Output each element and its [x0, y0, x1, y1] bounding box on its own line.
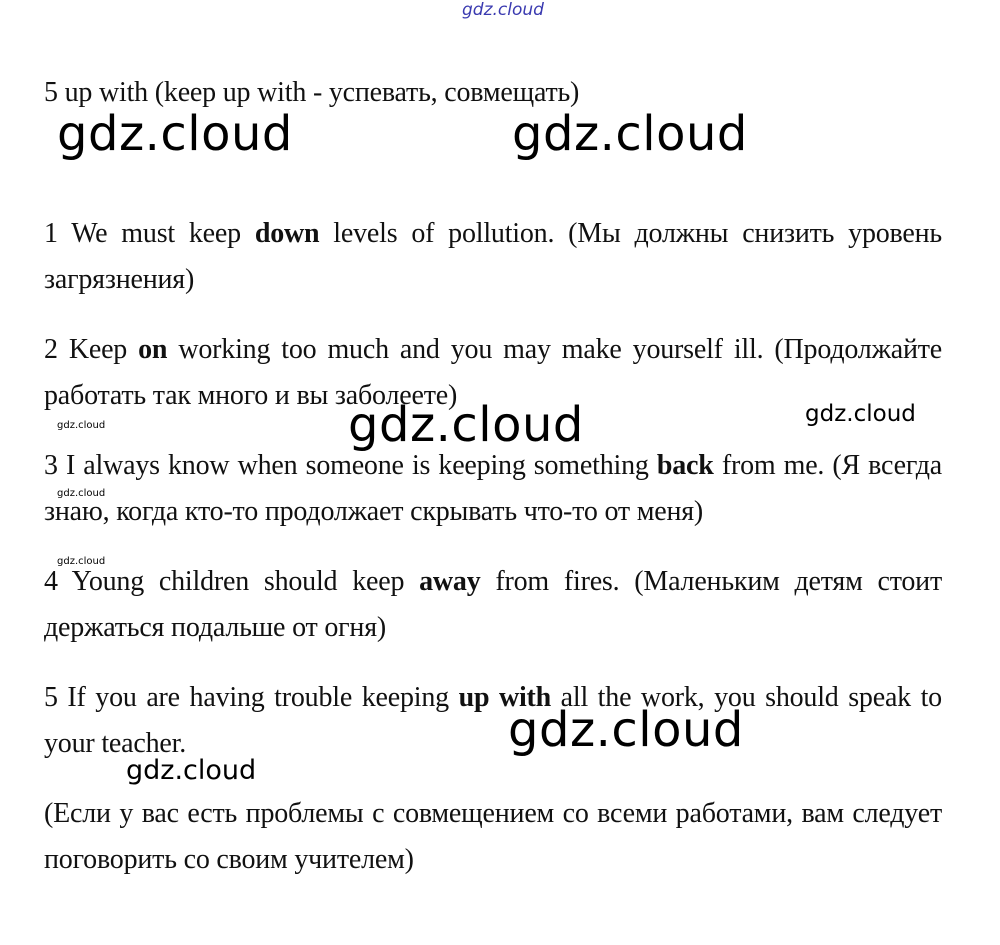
- watermark-large: gdz.cloud: [508, 702, 744, 758]
- text-run: levels of pollution. (Мы должны снизить уровень загрязнения): [44, 218, 942, 295]
- watermark-top-link[interactable]: gdz.cloud: [462, 0, 544, 20]
- sentence-5-translation: [44, 791, 942, 883]
- keyword-bold: on: [138, 334, 168, 365]
- text-run: 5 If you are having trouble keeping: [44, 682, 459, 713]
- text-run: 1 We must keep: [44, 218, 255, 249]
- watermark-large: gdz.cloud: [57, 106, 293, 162]
- keyword-bold: away: [419, 566, 481, 597]
- text-run: 3 I always know when someone is keeping something: [44, 450, 657, 481]
- watermark-medium: gdz.cloud: [126, 755, 257, 786]
- watermark-small: gdz.cloud: [57, 420, 106, 431]
- keyword-bold: down: [254, 218, 320, 249]
- watermark-medium: gdz.cloud: [805, 401, 916, 427]
- text-run: all the work, you should speak to your teacher.: [44, 682, 942, 759]
- text-run: working too much and you may make yourself ill. (Продолжайте работать так много и вы заболеете): [44, 334, 942, 411]
- watermark-large: gdz.cloud: [512, 106, 748, 162]
- sentence-3: [44, 443, 942, 535]
- watermark-large: gdz.cloud: [348, 397, 584, 453]
- text-run: 5 up with (keep up with - успевать, совмещать): [44, 77, 580, 108]
- sentence-1: [44, 211, 942, 303]
- text-run: 2 Keep: [44, 334, 139, 365]
- keyword-bold: back: [656, 450, 714, 481]
- watermark-small: gdz.cloud: [57, 556, 106, 567]
- watermark-small: gdz.cloud: [57, 488, 106, 499]
- sentence-5: [44, 675, 942, 767]
- text-run: 4 Young children should keep: [44, 566, 420, 597]
- text-run: from me. (Я всегда знаю, когда кто-то продолжает скрывать что-то от меня): [44, 450, 943, 527]
- sentence-4: [44, 556, 942, 651]
- keyword-bold: up with: [458, 682, 552, 713]
- text-run: from fires. (Маленьким детям стоит держаться подальше от огня): [44, 566, 942, 643]
- text-run: (Если у вас есть проблемы с совмещением со всеми работами, вам следует поговорить со своим учителем): [44, 798, 942, 875]
